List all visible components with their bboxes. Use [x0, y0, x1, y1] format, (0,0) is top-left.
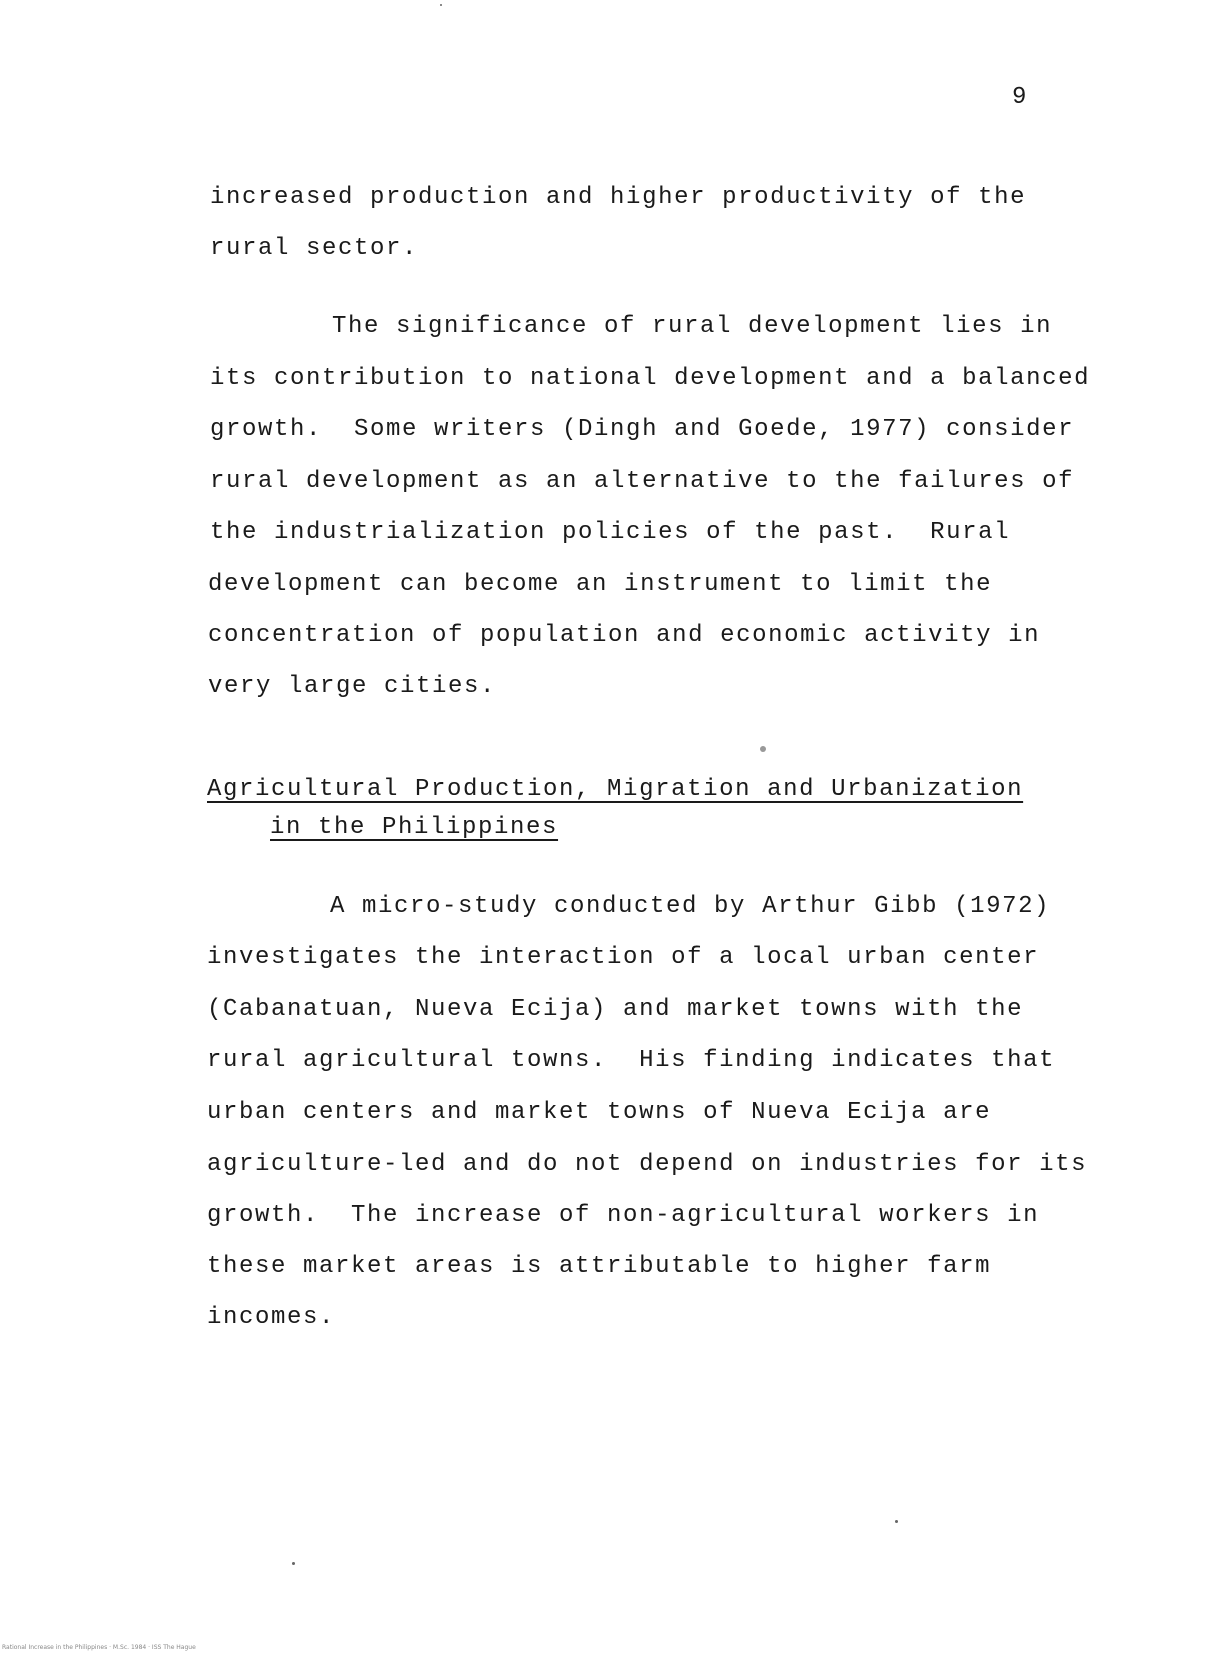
- paragraph-line: its contribution to national development and a balanced: [210, 365, 1091, 392]
- paragraph-line: urban centers and market towns of Nueva Ecija are: [207, 1099, 992, 1126]
- section-heading: Agricultural Production, Migration and Urbanization: [207, 776, 1024, 803]
- paragraph-line: agriculture-led and do not depend on industries for its: [207, 1151, 1088, 1178]
- paragraph-line: increased production and higher productivity of the: [210, 184, 1027, 211]
- paragraph-line: concentration of population and economic activity in: [208, 622, 1041, 649]
- scan-speck: [440, 4, 442, 6]
- paragraph-line: rural sector.: [210, 235, 419, 262]
- paragraph-line: very large cities.: [208, 673, 497, 700]
- paragraph-line: growth. Some writers (Dingh and Goede, 1977) consider: [210, 416, 1075, 443]
- paragraph-line: investigates the interaction of a local urban center: [207, 944, 1040, 971]
- section-heading: in the Philippines: [270, 814, 559, 841]
- scan-speck: [895, 1520, 898, 1523]
- paragraph-line: A micro-study conducted by Arthur Gibb (1972): [330, 893, 1051, 920]
- paragraph-line: these market areas is attributable to higher farm: [207, 1253, 992, 1280]
- scan-speck: [760, 746, 766, 752]
- paragraph-line: growth. The increase of non-agricultural workers in: [207, 1202, 1040, 1229]
- scan-speck: [292, 1562, 295, 1565]
- page-number: 9: [1012, 84, 1027, 111]
- footer-text: Rational Increase in the Philippines · M.Sc. 1984 · ISS The Hague: [2, 1644, 196, 1651]
- paragraph-line: incomes.: [207, 1304, 336, 1331]
- paragraph-line: (Cabanatuan, Nueva Ecija) and market towns with the: [207, 996, 1024, 1023]
- paragraph-line: The significance of rural development lies in: [332, 313, 1053, 340]
- paragraph-line: rural development as an alternative to the failures of: [210, 468, 1075, 495]
- paragraph-line: development can become an instrument to limit the: [208, 571, 993, 598]
- paragraph-line: the industrialization policies of the past. Rural: [210, 519, 1011, 546]
- paragraph-line: rural agricultural towns. His finding indicates that: [207, 1047, 1056, 1074]
